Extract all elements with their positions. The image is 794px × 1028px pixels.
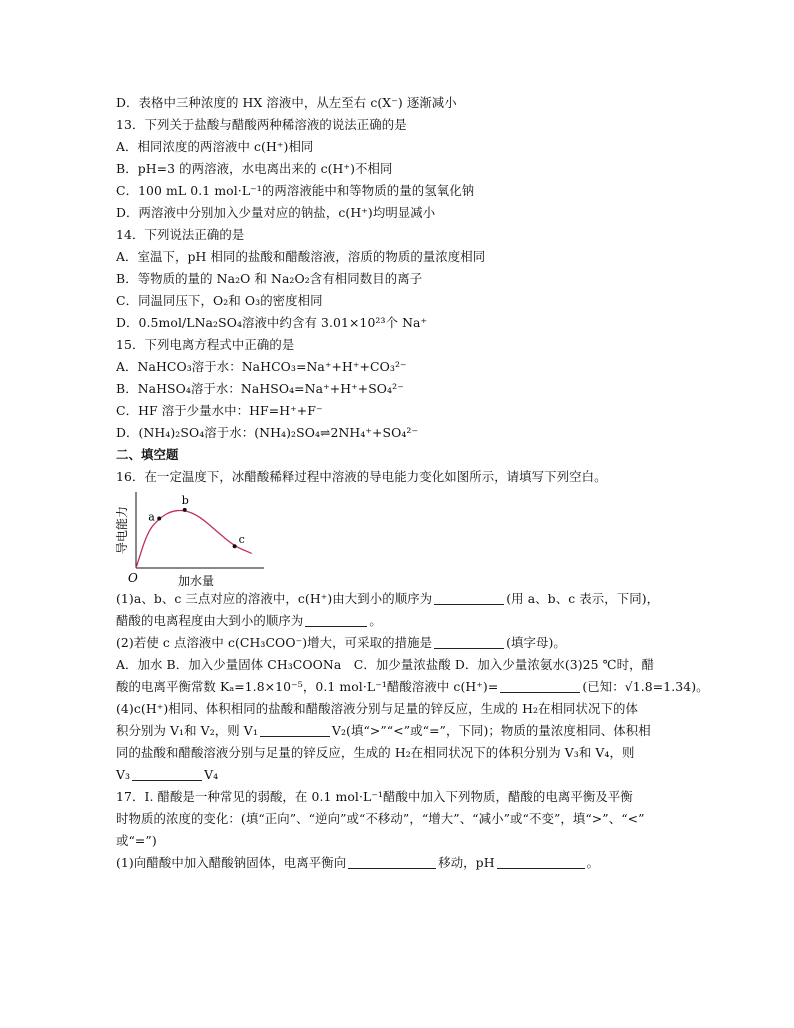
answer-blank[interactable] bbox=[260, 723, 330, 737]
q16-part3-end: =1.34)。 bbox=[652, 679, 709, 694]
point-b bbox=[183, 508, 187, 512]
q17-part1-text: (1)向醋酸中加入醋酸钠固体，电离平衡向 bbox=[116, 855, 347, 870]
point-label-a: a bbox=[148, 510, 155, 524]
q16-part4-line1: (4)c(H⁺)相同、体积相同的盐酸和醋酸溶液分别与足量的锌反应，生成的 H₂在相同状况下的体 bbox=[116, 701, 638, 716]
q16-part2-note: (填字母)。 bbox=[506, 635, 566, 650]
q17-part1-line bbox=[116, 852, 686, 874]
conductivity-chart-svg bbox=[116, 488, 286, 588]
conductivity-chart bbox=[116, 488, 686, 588]
q13-option-b: B．pH=3 的两溶液，水电离出来的 c(H⁺)不相同 bbox=[116, 161, 393, 176]
q13-option-a: A．相同浓度的两溶液中 c(H⁺)相同 bbox=[116, 139, 314, 154]
q14-option-d: D．0.5mol/LNa₂SO₄溶液中约含有 3.01×10²³个 Na⁺ bbox=[116, 315, 428, 330]
q13-stem: 13．下列关于盐酸与醋酸两种稀溶液的说法正确的是 bbox=[116, 117, 407, 132]
q16-part1-line1 bbox=[116, 588, 686, 610]
q16-part4-line4 bbox=[116, 764, 686, 786]
q16-part4-text2: V₂(填“>”“<”或“=”，下同)；物质的量浓度相同、体积相 bbox=[331, 723, 651, 738]
q14-option-a: A．室温下，pH 相同的盐酸和醋酸溶液，溶质的物质的量浓度相同 bbox=[116, 249, 486, 264]
q13-option-d: D．两溶液中分别加入少量对应的钠盐，c(H⁺)均明显减小 bbox=[116, 205, 436, 220]
q16-part1-text: (1)a、b、c 三点对应的溶液中，c(H⁺)由大到小的顺序为 bbox=[116, 591, 433, 606]
point-label-b: b bbox=[181, 493, 189, 507]
answer-blank[interactable] bbox=[497, 855, 585, 869]
section-heading: 二、填空题 bbox=[116, 447, 179, 462]
answer-blank[interactable] bbox=[348, 855, 436, 869]
origin-label: O bbox=[128, 571, 138, 585]
point-c bbox=[233, 544, 237, 548]
q16-part1-end: 。 bbox=[369, 613, 382, 628]
q13-option-c: C．100 mL 0.1 mol·L⁻¹的两溶液能中和等物质的量的氢氧化钠 bbox=[116, 183, 475, 198]
q17-part1-text2: 移动，pH bbox=[438, 855, 495, 870]
v4-label: V₄ bbox=[204, 767, 219, 782]
q16-part3-note: (已知： bbox=[582, 679, 625, 694]
q16-part1-note: (用 a、b、c 表示，下同)， bbox=[506, 591, 660, 606]
q14-option-c: C．同温同压下，O₂和 O₃的密度相同 bbox=[116, 293, 323, 308]
q16-part2-line bbox=[116, 632, 686, 654]
point-label-c: c bbox=[238, 533, 245, 547]
q16-part1-line2 bbox=[116, 610, 686, 632]
answer-blank[interactable] bbox=[434, 635, 504, 649]
q16-part4-line2 bbox=[116, 720, 686, 742]
q16-options-line: A．加水 B．加入少量固体 CH₃COONa C．加少量浓盐酸 D．加入少量浓氨水(3)25 ℃时，醋 bbox=[116, 657, 655, 672]
v3-label: V₃ bbox=[116, 767, 131, 782]
q16-stem: 16．在一定温度下，冰醋酸稀释过程中溶液的导电能力变化如图所示，请填写下列空白。 bbox=[116, 469, 607, 484]
q17-stem-line1: 17．Ⅰ. 醋酸是一种常见的弱酸，在 0.1 mol·L⁻¹醋酸中加入下列物质，醋酸的电离平衡及平衡 bbox=[116, 789, 633, 804]
q16-part4-text: 积分别为 V₁和 V₂，则 V₁ bbox=[116, 723, 258, 738]
q15-option-a: A．NaHCO₃溶于水：NaHCO₃=Na⁺+H⁺+CO₃²⁻ bbox=[116, 359, 407, 374]
q14-option-b: B．等物质的量的 Na₂O 和 Na₂O₂含有相同数目的离子 bbox=[116, 271, 423, 286]
q14-stem: 14．下列说法正确的是 bbox=[116, 227, 245, 242]
point-a bbox=[157, 517, 161, 521]
q15-option-d: D．(NH₄)₂SO₄溶于水：(NH₄)₂SO₄⇌2NH₄⁺+SO₄²⁻ bbox=[116, 425, 419, 440]
exam-page bbox=[116, 92, 709, 874]
q17-stem-line3: 或“=”) bbox=[116, 833, 157, 848]
q15-option-c: C．HF 溶于少量水中：HF=H⁺+F⁻ bbox=[116, 403, 323, 418]
q15-stem: 15．下列电离方程式中正确的是 bbox=[116, 337, 295, 352]
q16-part4-line3: 同的盐酸和醋酸溶液分别与足量的锌反应，生成的 H₂在相同状况下的体积分别为 V₃和 V₄，则 bbox=[116, 745, 635, 760]
q17-part1-end: 。 bbox=[586, 855, 600, 870]
answer-blank[interactable] bbox=[500, 679, 580, 693]
x-axis-label: 加水量 bbox=[177, 574, 215, 588]
q16-part3-text: 酸的电离平衡常数 Kₐ=1.8×10⁻⁵，0.1 mol·L⁻¹醋酸溶液中 c(H⁺)= bbox=[116, 679, 499, 694]
q17-stem-line2: 时物质的浓度的变化：(填“正向”、“逆向”或“不移动”，“增大”、“减小”或“不变”，填“>”、“<” bbox=[116, 811, 645, 826]
q16-part2-text: (2)若使 c 点溶液中 c(CH₃COO⁻)增大，可采取的措施是 bbox=[116, 635, 433, 650]
answer-blank[interactable] bbox=[132, 767, 202, 781]
q16-part3-line bbox=[116, 676, 709, 698]
q16-part1-text2: 醋酸的电离程度由大到小的顺序为 bbox=[116, 613, 304, 628]
answer-blank[interactable] bbox=[434, 591, 504, 605]
y-axis-label: 导电能力 bbox=[116, 505, 129, 555]
q15-option-b: B．NaHSO₄溶于水：NaHSO₄=Na⁺+H⁺+SO₄²⁻ bbox=[116, 381, 404, 396]
answer-blank[interactable] bbox=[305, 613, 367, 627]
q12-option-d: D．表格中三种浓度的 HX 溶液中，从左至右 c(X⁻) 逐渐减小 bbox=[116, 95, 457, 110]
sqrt-expression: √1.8 bbox=[624, 679, 653, 694]
